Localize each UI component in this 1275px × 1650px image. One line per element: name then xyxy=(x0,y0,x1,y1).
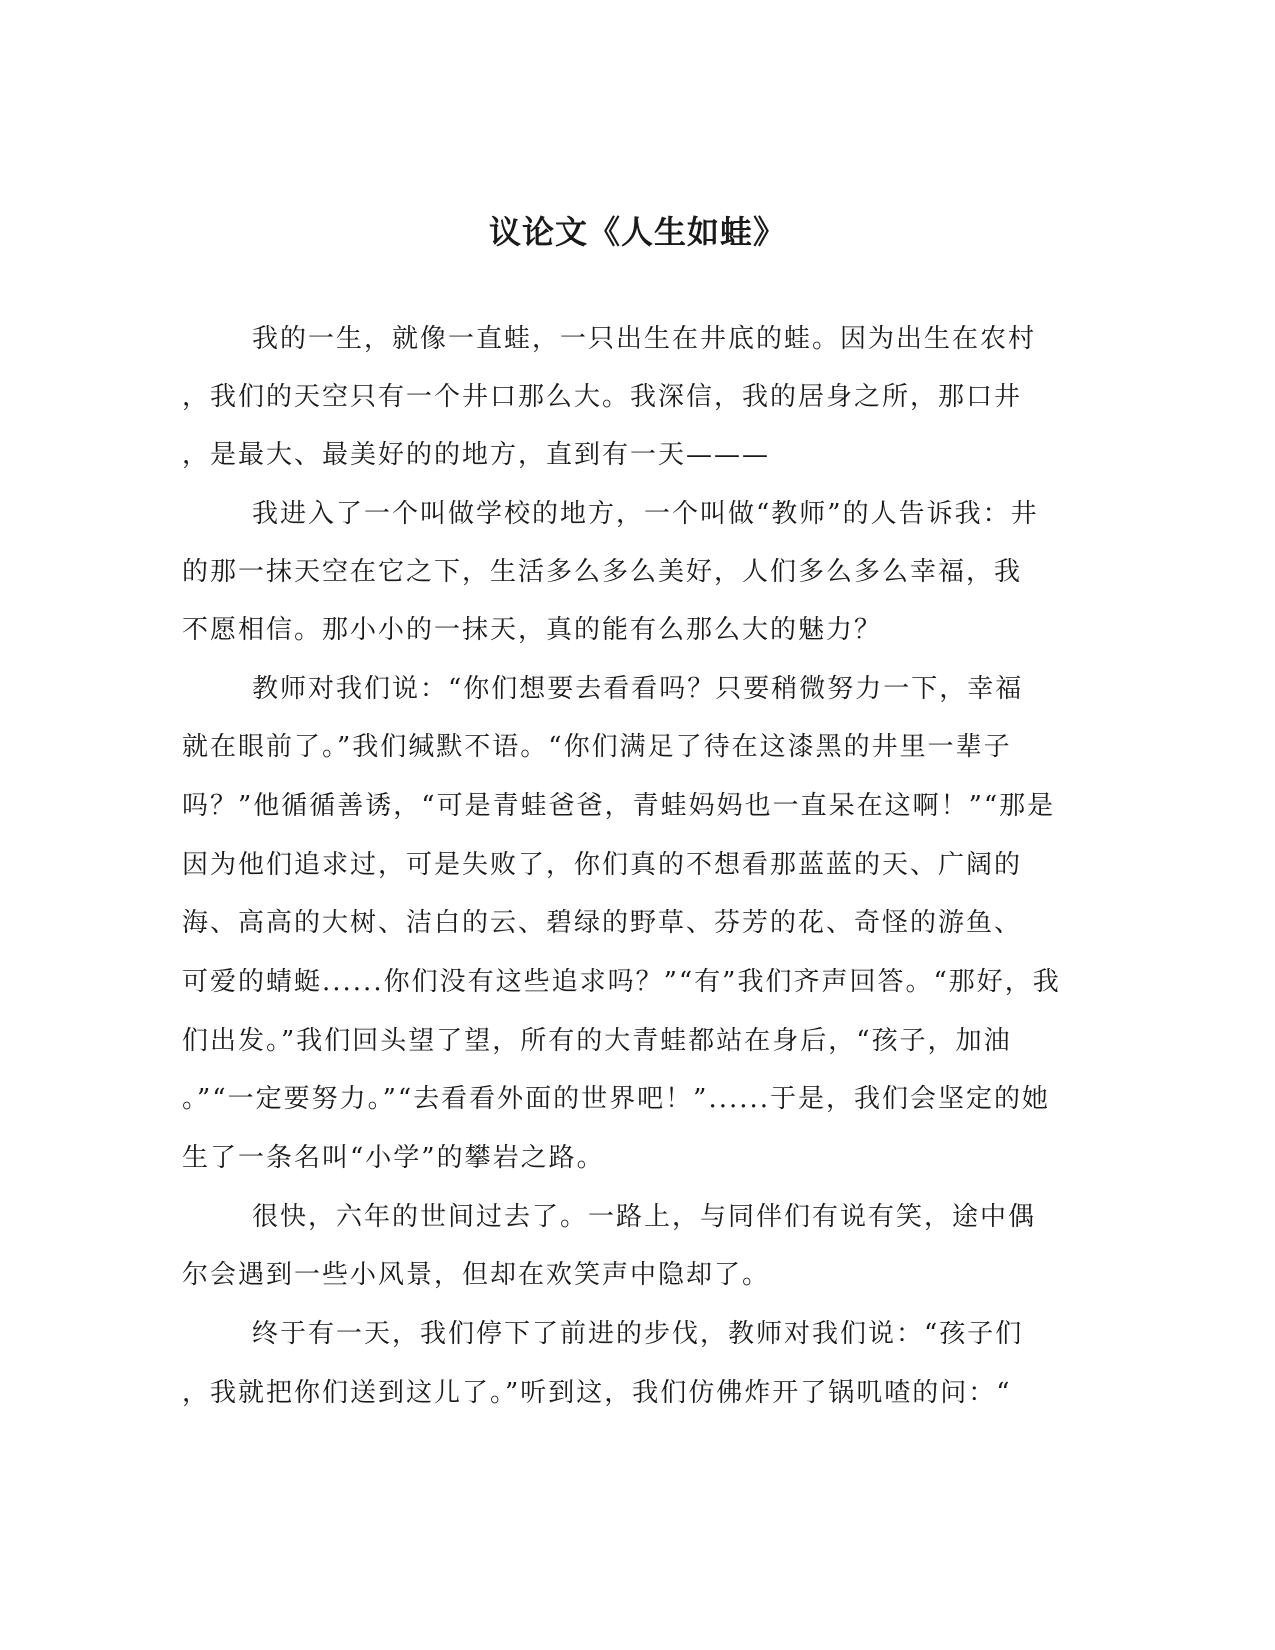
document-title: 议论文《人生如蛙》 xyxy=(488,213,786,251)
paragraph-3-line-7: 们出发。”我们回头望了望，所有的大青蛙都站在身后，“孩子，加油 xyxy=(182,1026,1012,1056)
paragraph-3-line-1: 教师对我们说：“你们想要去看看吗？只要稍微努力一下，幸福 xyxy=(252,674,1024,704)
paragraph-3-line-5: 海、高高的大树、洁白的云、碧绿的野草、芬芳的花、奇怪的游鱼、 xyxy=(182,908,1023,938)
paragraph-4-line-1: 很快，六年的世间过去了。一路上，与同伴们有说有笑，途中偶 xyxy=(252,1202,1037,1232)
paragraph-3-line-6: 可爱的蜻蜓......你们没有这些追求吗？”“有”我们齐声回答。“那好，我 xyxy=(182,967,1061,997)
paragraph-3-line-2: 就在眼前了。”我们缄默不语。“你们满足了待在这漆黑的井里一辈子 xyxy=(182,732,1012,762)
paragraph-2-line-2: 的那一抹天空在它之下，生活多么多么美好，人们多么多么幸福，我 xyxy=(182,557,1023,587)
paragraph-4-line-2: 尔会遇到一些小风景，但却在欢笑声中隐却了。 xyxy=(182,1260,771,1290)
paragraph-5-line-1: 终于有一天，我们停下了前进的步伐，教师对我们说：“孩子们 xyxy=(252,1319,1024,1349)
paragraph-1-line-3: ，是最大、最美好的的地方，直到有一天——— xyxy=(182,440,771,470)
paragraph-1-line-1: 我的一生，就像一直蛙，一只出生在井底的蛙。因为出生在农村 xyxy=(252,324,1037,354)
paragraph-3-line-3: 吗？”他循循善诱，“可是青蛙爸爸，青蛙妈妈也一直呆在这啊！”“那是 xyxy=(182,791,1056,821)
paragraph-3-line-8: 。”“一定要努力。”“去看看外面的世界吧！”......于是，我们会坚定的她 xyxy=(182,1084,1051,1114)
paragraph-1-line-2: ，我们的天空只有一个井口那么大。我深信，我的居身之所，那口井 xyxy=(182,382,1023,412)
paragraph-2-line-1: 我进入了一个叫做学校的地方，一个叫做“教师”的人告诉我：井 xyxy=(252,499,1039,529)
paragraph-3-line-9: 生了一条名叫“小学”的攀岩之路。 xyxy=(182,1143,605,1173)
paragraph-2-line-3: 不愿相信。那小小的一抹天，真的能有么那么大的魅力？ xyxy=(182,615,883,645)
paragraph-5-line-2: ，我就把你们送到这儿了。”听到这，我们仿佛炸开了锅叽喳的问：“ xyxy=(182,1378,1012,1408)
paragraph-3-line-4: 因为他们追求过，可是失败了，你们真的不想看那蓝蓝的天、广阔的 xyxy=(182,850,1023,880)
